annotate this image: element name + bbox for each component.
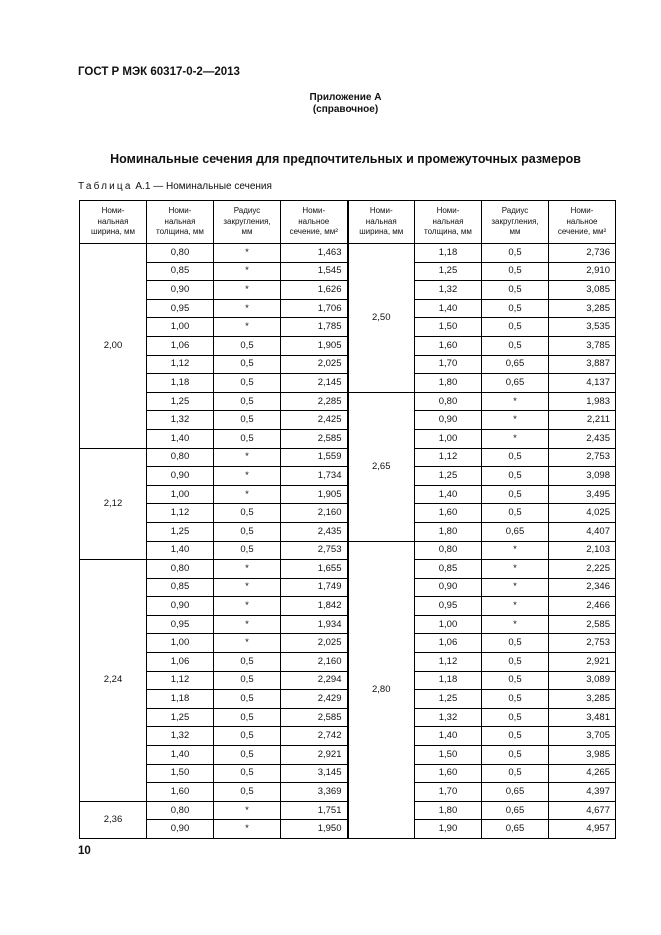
thickness-cell: 1,50	[147, 764, 214, 783]
thickness-cell: 1,70	[415, 355, 482, 374]
thickness-cell: 0,95	[147, 299, 214, 318]
section-cell: 4,957	[549, 820, 616, 839]
section-cell: 2,211	[549, 411, 616, 430]
thickness-cell: 1,80	[415, 801, 482, 820]
thickness-cell: 1,50	[415, 318, 482, 337]
width-cell: 2,80	[348, 541, 415, 839]
radius-cell: 0,5	[482, 504, 549, 523]
table-caption-number: А.1	[135, 181, 151, 192]
thickness-cell: 1,06	[147, 653, 214, 672]
appendix-heading	[0, 92, 661, 116]
section-cell: 4,677	[549, 801, 616, 820]
thickness-cell: 1,60	[415, 764, 482, 783]
radius-cell: *	[214, 448, 281, 467]
section-cell: 4,265	[549, 764, 616, 783]
thickness-cell: 1,12	[147, 355, 214, 374]
thickness-cell: 1,32	[415, 281, 482, 300]
column-header: Номи- нальная ширина, мм	[80, 201, 147, 244]
section-cell: 2,585	[281, 429, 348, 448]
section-cell: 2,103	[549, 541, 616, 560]
thickness-cell: 0,85	[415, 560, 482, 579]
width-cell: 2,50	[348, 244, 415, 393]
radius-cell: *	[214, 820, 281, 839]
thickness-cell: 0,80	[415, 392, 482, 411]
radius-cell: *	[214, 467, 281, 486]
thickness-cell: 1,25	[147, 522, 214, 541]
radius-cell: 0,5	[482, 467, 549, 486]
thickness-cell: 1,50	[415, 746, 482, 765]
thickness-cell: 1,40	[415, 727, 482, 746]
thickness-cell: 0,80	[147, 801, 214, 820]
radius-cell: *	[214, 578, 281, 597]
thickness-cell: 1,32	[147, 411, 214, 430]
section-cell: 3,535	[549, 318, 616, 337]
section-cell: 1,655	[281, 560, 348, 579]
radius-cell: 0,5	[214, 783, 281, 802]
section-cell: 3,285	[549, 299, 616, 318]
radius-cell: 0,5	[214, 504, 281, 523]
radius-cell: *	[214, 318, 281, 337]
section-cell: 2,753	[281, 541, 348, 560]
section-cell: 2,736	[549, 244, 616, 263]
radius-cell: 0,65	[482, 801, 549, 820]
thickness-cell: 1,12	[147, 671, 214, 690]
section-cell: 2,435	[281, 522, 348, 541]
table-row	[80, 244, 616, 263]
section-cell: 1,734	[281, 467, 348, 486]
radius-cell: 0,5	[482, 764, 549, 783]
thickness-cell: 1,25	[415, 467, 482, 486]
section-cell: 4,025	[549, 504, 616, 523]
thickness-cell: 1,40	[147, 541, 214, 560]
radius-cell: *	[482, 411, 549, 430]
thickness-cell: 1,40	[415, 485, 482, 504]
column-header: Номи- нальная толщина, мм	[147, 201, 214, 244]
radius-cell: 0,5	[214, 653, 281, 672]
radius-cell: 0,5	[482, 448, 549, 467]
section-cell: 1,842	[281, 597, 348, 616]
thickness-cell: 0,95	[147, 615, 214, 634]
thickness-cell: 0,90	[147, 820, 214, 839]
section-cell: 3,481	[549, 708, 616, 727]
thickness-cell: 1,00	[415, 429, 482, 448]
radius-cell: 0,65	[482, 374, 549, 393]
thickness-cell: 1,12	[147, 504, 214, 523]
radius-cell: 0,5	[214, 355, 281, 374]
radius-cell: *	[214, 281, 281, 300]
thickness-cell: 1,06	[415, 634, 482, 653]
table-body	[80, 244, 616, 839]
section-cell: 1,545	[281, 262, 348, 281]
section-cell: 2,585	[281, 708, 348, 727]
table-row	[80, 541, 616, 560]
thickness-cell: 1,40	[147, 429, 214, 448]
radius-cell: *	[482, 615, 549, 634]
section-cell: 2,346	[549, 578, 616, 597]
thickness-cell: 0,90	[415, 411, 482, 430]
thickness-cell: 0,80	[147, 244, 214, 263]
section-cell: 3,887	[549, 355, 616, 374]
radius-cell: 0,65	[482, 820, 549, 839]
section-cell: 2,025	[281, 355, 348, 374]
section-cell: 3,785	[549, 336, 616, 355]
section-cell: 2,285	[281, 392, 348, 411]
radius-cell: 0,5	[482, 746, 549, 765]
radius-cell: 0,5	[214, 522, 281, 541]
radius-cell: *	[482, 578, 549, 597]
thickness-cell: 0,90	[147, 281, 214, 300]
section-cell: 2,910	[549, 262, 616, 281]
width-cell: 2,12	[80, 448, 147, 560]
thickness-cell: 1,00	[415, 615, 482, 634]
thickness-cell: 0,90	[147, 597, 214, 616]
thickness-cell: 1,00	[147, 318, 214, 337]
section-cell: 3,098	[549, 467, 616, 486]
radius-cell: 0,5	[214, 429, 281, 448]
thickness-cell: 1,12	[415, 448, 482, 467]
radius-cell: 0,5	[214, 708, 281, 727]
section-cell: 2,742	[281, 727, 348, 746]
appendix-note: (справочное)	[312, 104, 379, 115]
radius-cell: *	[214, 801, 281, 820]
thickness-cell: 1,18	[415, 671, 482, 690]
radius-cell: 0,5	[482, 653, 549, 672]
thickness-cell: 1,25	[415, 262, 482, 281]
thickness-cell: 0,85	[147, 262, 214, 281]
radius-cell: 0,5	[214, 374, 281, 393]
thickness-cell: 1,90	[415, 820, 482, 839]
section-cell: 2,429	[281, 690, 348, 709]
thickness-cell: 1,25	[147, 392, 214, 411]
radius-cell: 0,5	[214, 541, 281, 560]
thickness-cell: 0,90	[147, 467, 214, 486]
radius-cell: 0,5	[482, 336, 549, 355]
radius-cell: *	[214, 244, 281, 263]
radius-cell: 0,5	[214, 671, 281, 690]
section-cell: 2,160	[281, 504, 348, 523]
section-cell: 1,950	[281, 820, 348, 839]
thickness-cell: 1,32	[415, 708, 482, 727]
thickness-cell: 1,12	[415, 653, 482, 672]
radius-cell: 0,5	[214, 727, 281, 746]
section-cell: 3,369	[281, 783, 348, 802]
width-cell: 2,00	[80, 244, 147, 449]
radius-cell: 0,5	[482, 708, 549, 727]
section-cell: 2,145	[281, 374, 348, 393]
section-cell: 2,425	[281, 411, 348, 430]
page-title: Номинальные сечения для предпочтительных и промежуточных размеров	[110, 152, 581, 166]
radius-cell: 0,5	[482, 281, 549, 300]
section-cell: 3,145	[281, 764, 348, 783]
thickness-cell: 1,18	[147, 690, 214, 709]
radius-cell: 0,5	[482, 485, 549, 504]
section-cell: 2,160	[281, 653, 348, 672]
column-header: Номи- нальная ширина, мм	[348, 201, 415, 244]
appendix-title: Приложение А	[309, 92, 382, 103]
page-number: 10	[78, 845, 91, 857]
radius-cell: 0,5	[482, 262, 549, 281]
width-cell: 2,65	[348, 392, 415, 541]
radius-cell: *	[482, 429, 549, 448]
radius-cell: 0,65	[482, 783, 549, 802]
radius-cell: 0,65	[482, 355, 549, 374]
thickness-cell: 0,80	[147, 448, 214, 467]
column-header: Номи- нальное сечение, мм²	[549, 201, 616, 244]
radius-cell: 0,5	[214, 746, 281, 765]
section-cell: 1,905	[281, 485, 348, 504]
thickness-cell: 1,80	[415, 374, 482, 393]
thickness-cell: 1,40	[147, 746, 214, 765]
radius-cell: *	[214, 597, 281, 616]
thickness-cell: 1,32	[147, 727, 214, 746]
section-cell: 1,706	[281, 299, 348, 318]
radius-cell: 0,65	[482, 522, 549, 541]
section-cell: 2,753	[549, 634, 616, 653]
thickness-cell: 1,40	[415, 299, 482, 318]
radius-cell: *	[482, 560, 549, 579]
radius-cell: 0,5	[482, 634, 549, 653]
section-cell: 1,983	[549, 392, 616, 411]
section-cell: 2,921	[549, 653, 616, 672]
radius-cell: 0,5	[214, 764, 281, 783]
section-cell: 2,466	[549, 597, 616, 616]
thickness-cell: 1,25	[415, 690, 482, 709]
section-cell: 3,085	[549, 281, 616, 300]
section-cell: 1,751	[281, 801, 348, 820]
thickness-cell: 1,00	[147, 634, 214, 653]
section-cell: 2,435	[549, 429, 616, 448]
thickness-cell: 1,60	[147, 783, 214, 802]
section-cell: 2,921	[281, 746, 348, 765]
radius-cell: 0,5	[482, 299, 549, 318]
section-cell: 4,137	[549, 374, 616, 393]
thickness-cell: 1,18	[415, 244, 482, 263]
section-cell: 4,397	[549, 783, 616, 802]
section-cell: 2,225	[549, 560, 616, 579]
section-cell: 2,025	[281, 634, 348, 653]
table-caption-label: Таблица	[78, 181, 133, 192]
column-header: Номи- нальная толщина, мм	[415, 201, 482, 244]
radius-cell: *	[482, 597, 549, 616]
thickness-cell: 1,60	[415, 504, 482, 523]
radius-cell: 0,5	[214, 392, 281, 411]
radius-cell: *	[214, 299, 281, 318]
column-header: Радиус закругления, мм	[214, 201, 281, 244]
column-header: Номи- нальное сечение, мм²	[281, 201, 348, 244]
thickness-cell: 1,80	[415, 522, 482, 541]
thickness-cell: 0,90	[415, 578, 482, 597]
section-cell: 3,985	[549, 746, 616, 765]
radius-cell: *	[214, 560, 281, 579]
thickness-cell: 0,80	[147, 560, 214, 579]
section-cell: 1,785	[281, 318, 348, 337]
thickness-cell: 1,70	[415, 783, 482, 802]
radius-cell: *	[214, 615, 281, 634]
document-id: ГОСТ Р МЭК 60317-0-2—2013	[78, 66, 240, 78]
thickness-cell: 0,85	[147, 578, 214, 597]
radius-cell: 0,5	[214, 411, 281, 430]
section-cell: 2,294	[281, 671, 348, 690]
radius-cell: 0,5	[482, 318, 549, 337]
thickness-cell: 1,00	[147, 485, 214, 504]
table-caption-text: — Номинальные сечения	[153, 181, 272, 192]
radius-cell: *	[482, 541, 549, 560]
section-cell: 1,559	[281, 448, 348, 467]
column-header: Радиус закругления, мм	[482, 201, 549, 244]
radius-cell: 0,5	[214, 336, 281, 355]
section-cell: 2,753	[549, 448, 616, 467]
thickness-cell: 0,80	[415, 541, 482, 560]
section-cell: 3,705	[549, 727, 616, 746]
radius-cell: 0,5	[482, 690, 549, 709]
section-cell: 1,626	[281, 281, 348, 300]
radius-cell: *	[214, 262, 281, 281]
radius-cell: 0,5	[482, 244, 549, 263]
table-header-row	[80, 201, 616, 244]
section-cell: 2,585	[549, 615, 616, 634]
table-caption	[78, 181, 272, 192]
radius-cell: 0,5	[482, 671, 549, 690]
thickness-cell: 1,06	[147, 336, 214, 355]
radius-cell: *	[214, 634, 281, 653]
section-cell: 1,749	[281, 578, 348, 597]
width-cell: 2,24	[80, 560, 147, 802]
sections-table	[79, 200, 616, 839]
section-cell: 3,285	[549, 690, 616, 709]
section-cell: 1,905	[281, 336, 348, 355]
width-cell: 2,36	[80, 801, 147, 838]
radius-cell: 0,5	[482, 727, 549, 746]
table-row	[80, 392, 616, 411]
section-cell: 1,934	[281, 615, 348, 634]
radius-cell: *	[482, 392, 549, 411]
radius-cell: 0,5	[214, 690, 281, 709]
thickness-cell: 1,60	[415, 336, 482, 355]
section-cell: 3,495	[549, 485, 616, 504]
thickness-cell: 0,95	[415, 597, 482, 616]
thickness-cell: 1,25	[147, 708, 214, 727]
radius-cell: *	[214, 485, 281, 504]
section-cell: 4,407	[549, 522, 616, 541]
section-cell: 3,089	[549, 671, 616, 690]
thickness-cell: 1,18	[147, 374, 214, 393]
section-cell: 1,463	[281, 244, 348, 263]
